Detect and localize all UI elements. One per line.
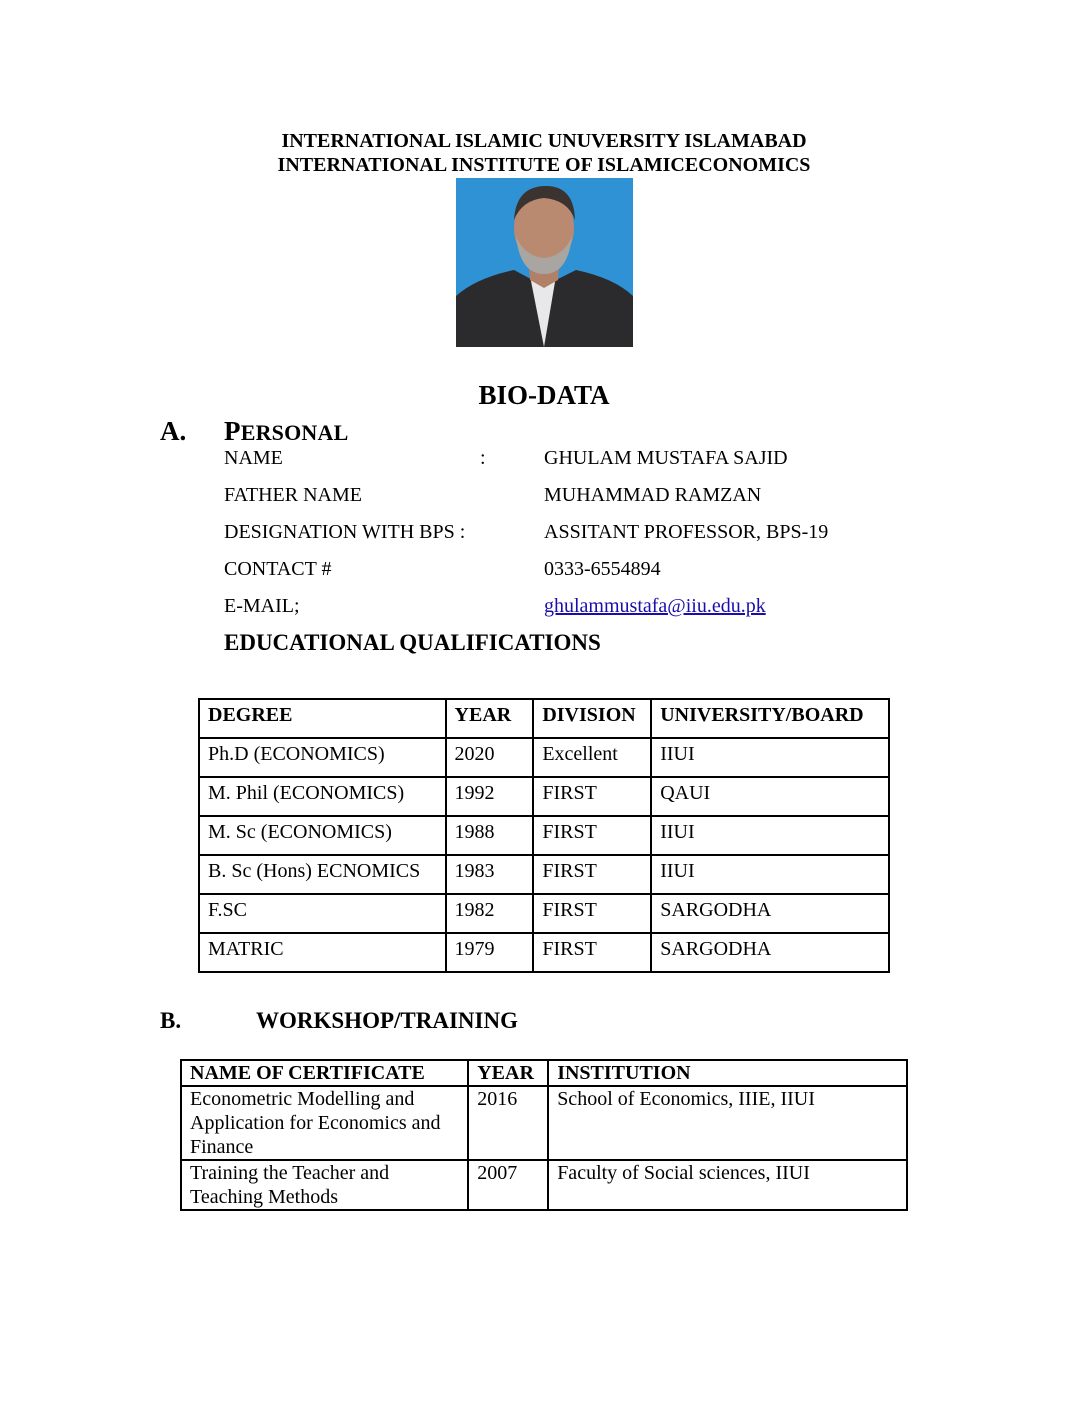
institution-cell: Faculty of Social sciences, IIUI bbox=[548, 1160, 907, 1210]
field-label-email: E-MAIL; bbox=[224, 595, 300, 617]
header-university: INTERNATIONAL ISLAMIC UNUVERSITY ISLAMABAD bbox=[281, 130, 807, 152]
division-cell: FIRST bbox=[533, 855, 651, 894]
education-header-year: YEAR bbox=[446, 699, 534, 738]
section-b-title: WORKSHOP/TRAINING bbox=[256, 1008, 518, 1033]
university-cell: IIUI bbox=[651, 816, 889, 855]
table-row bbox=[181, 1160, 907, 1210]
field-label-contact: CONTACT # bbox=[224, 558, 332, 580]
division-cell: FIRST bbox=[533, 777, 651, 816]
degree-cell: M. Sc (ECONOMICS) bbox=[199, 816, 446, 855]
year-cell: 2007 bbox=[468, 1160, 548, 1210]
field-label-name: NAME bbox=[224, 447, 283, 469]
university-cell: SARGODHA bbox=[651, 894, 889, 933]
degree-cell: B. Sc (Hons) ECNOMICS bbox=[199, 855, 446, 894]
table-row bbox=[199, 816, 889, 855]
section-a-letter: A. bbox=[160, 416, 187, 446]
workshop-header-institution: INSTITUTION bbox=[548, 1060, 907, 1086]
year-cell: 1982 bbox=[446, 894, 534, 933]
field-label-designation: DESIGNATION WITH BPS : bbox=[224, 521, 466, 543]
year-cell: 2016 bbox=[468, 1086, 548, 1160]
education-header-university: UNIVERSITY/BOARD bbox=[651, 699, 889, 738]
field-label-father-name: FATHER NAME bbox=[224, 484, 362, 506]
education-header-division: DIVISION bbox=[533, 699, 651, 738]
division-cell: FIRST bbox=[533, 816, 651, 855]
division-cell: FIRST bbox=[533, 933, 651, 972]
education-table bbox=[198, 698, 890, 973]
certificate-cell: Training the Teacher and Teaching Methods bbox=[181, 1160, 468, 1210]
degree-cell: MATRIC bbox=[199, 933, 446, 972]
year-cell: 1979 bbox=[446, 933, 534, 972]
year-cell: 2020 bbox=[446, 738, 534, 777]
degree-cell: Ph.D (ECONOMICS) bbox=[199, 738, 446, 777]
field-value-designation: ASSITANT PROFESSOR, BPS-19 bbox=[544, 521, 829, 543]
education-header-degree: DEGREE bbox=[199, 699, 446, 738]
workshop-header-year: YEAR bbox=[468, 1060, 548, 1086]
division-cell: Excellent bbox=[533, 738, 651, 777]
workshop-header-row bbox=[181, 1060, 907, 1086]
table-row bbox=[199, 777, 889, 816]
header-institute: INTERNATIONAL INSTITUTE OF ISLAMICECONOMICS bbox=[277, 154, 811, 176]
portrait-image bbox=[456, 178, 633, 347]
field-value-father-name: MUHAMMAD RAMZAN bbox=[544, 484, 762, 506]
university-cell: SARGODHA bbox=[651, 933, 889, 972]
field-colon-name: : bbox=[480, 447, 486, 469]
table-row bbox=[199, 894, 889, 933]
degree-cell: F.SC bbox=[199, 894, 446, 933]
year-cell: 1988 bbox=[446, 816, 534, 855]
table-row bbox=[199, 738, 889, 777]
document-title: BIO-DATA bbox=[478, 380, 610, 410]
profile-photo bbox=[456, 178, 633, 347]
institution-cell: School of Economics, IIIE, IIUI bbox=[548, 1086, 907, 1160]
university-cell: QAUI bbox=[651, 777, 889, 816]
table-row bbox=[181, 1086, 907, 1160]
degree-cell: M. Phil (ECONOMICS) bbox=[199, 777, 446, 816]
division-cell: FIRST bbox=[533, 894, 651, 933]
section-b-letter: B. bbox=[160, 1008, 182, 1033]
university-cell: IIUI bbox=[651, 855, 889, 894]
year-cell: 1992 bbox=[446, 777, 534, 816]
education-title: EDUCATIONAL QUALIFICATIONS bbox=[224, 630, 601, 655]
year-cell: 1983 bbox=[446, 855, 534, 894]
section-a-title-rest: ERSONAL bbox=[240, 420, 349, 445]
workshop-header-certificate: NAME OF CERTIFICATE bbox=[181, 1060, 468, 1086]
section-a-title-initial: P bbox=[224, 416, 241, 446]
field-value-contact: 0333-6554894 bbox=[544, 558, 661, 580]
education-header-row bbox=[199, 699, 889, 738]
field-value-name: GHULAM MUSTAFA SAJID bbox=[544, 447, 788, 469]
email-link[interactable]: ghulammustafa@iiu.edu.pk bbox=[544, 595, 766, 617]
table-row bbox=[199, 933, 889, 972]
section-a-title bbox=[224, 416, 348, 447]
university-cell: IIUI bbox=[651, 738, 889, 777]
certificate-cell: Econometric Modelling and Application for Economics and Finance bbox=[181, 1086, 468, 1160]
table-row bbox=[199, 855, 889, 894]
workshop-table bbox=[180, 1059, 908, 1211]
